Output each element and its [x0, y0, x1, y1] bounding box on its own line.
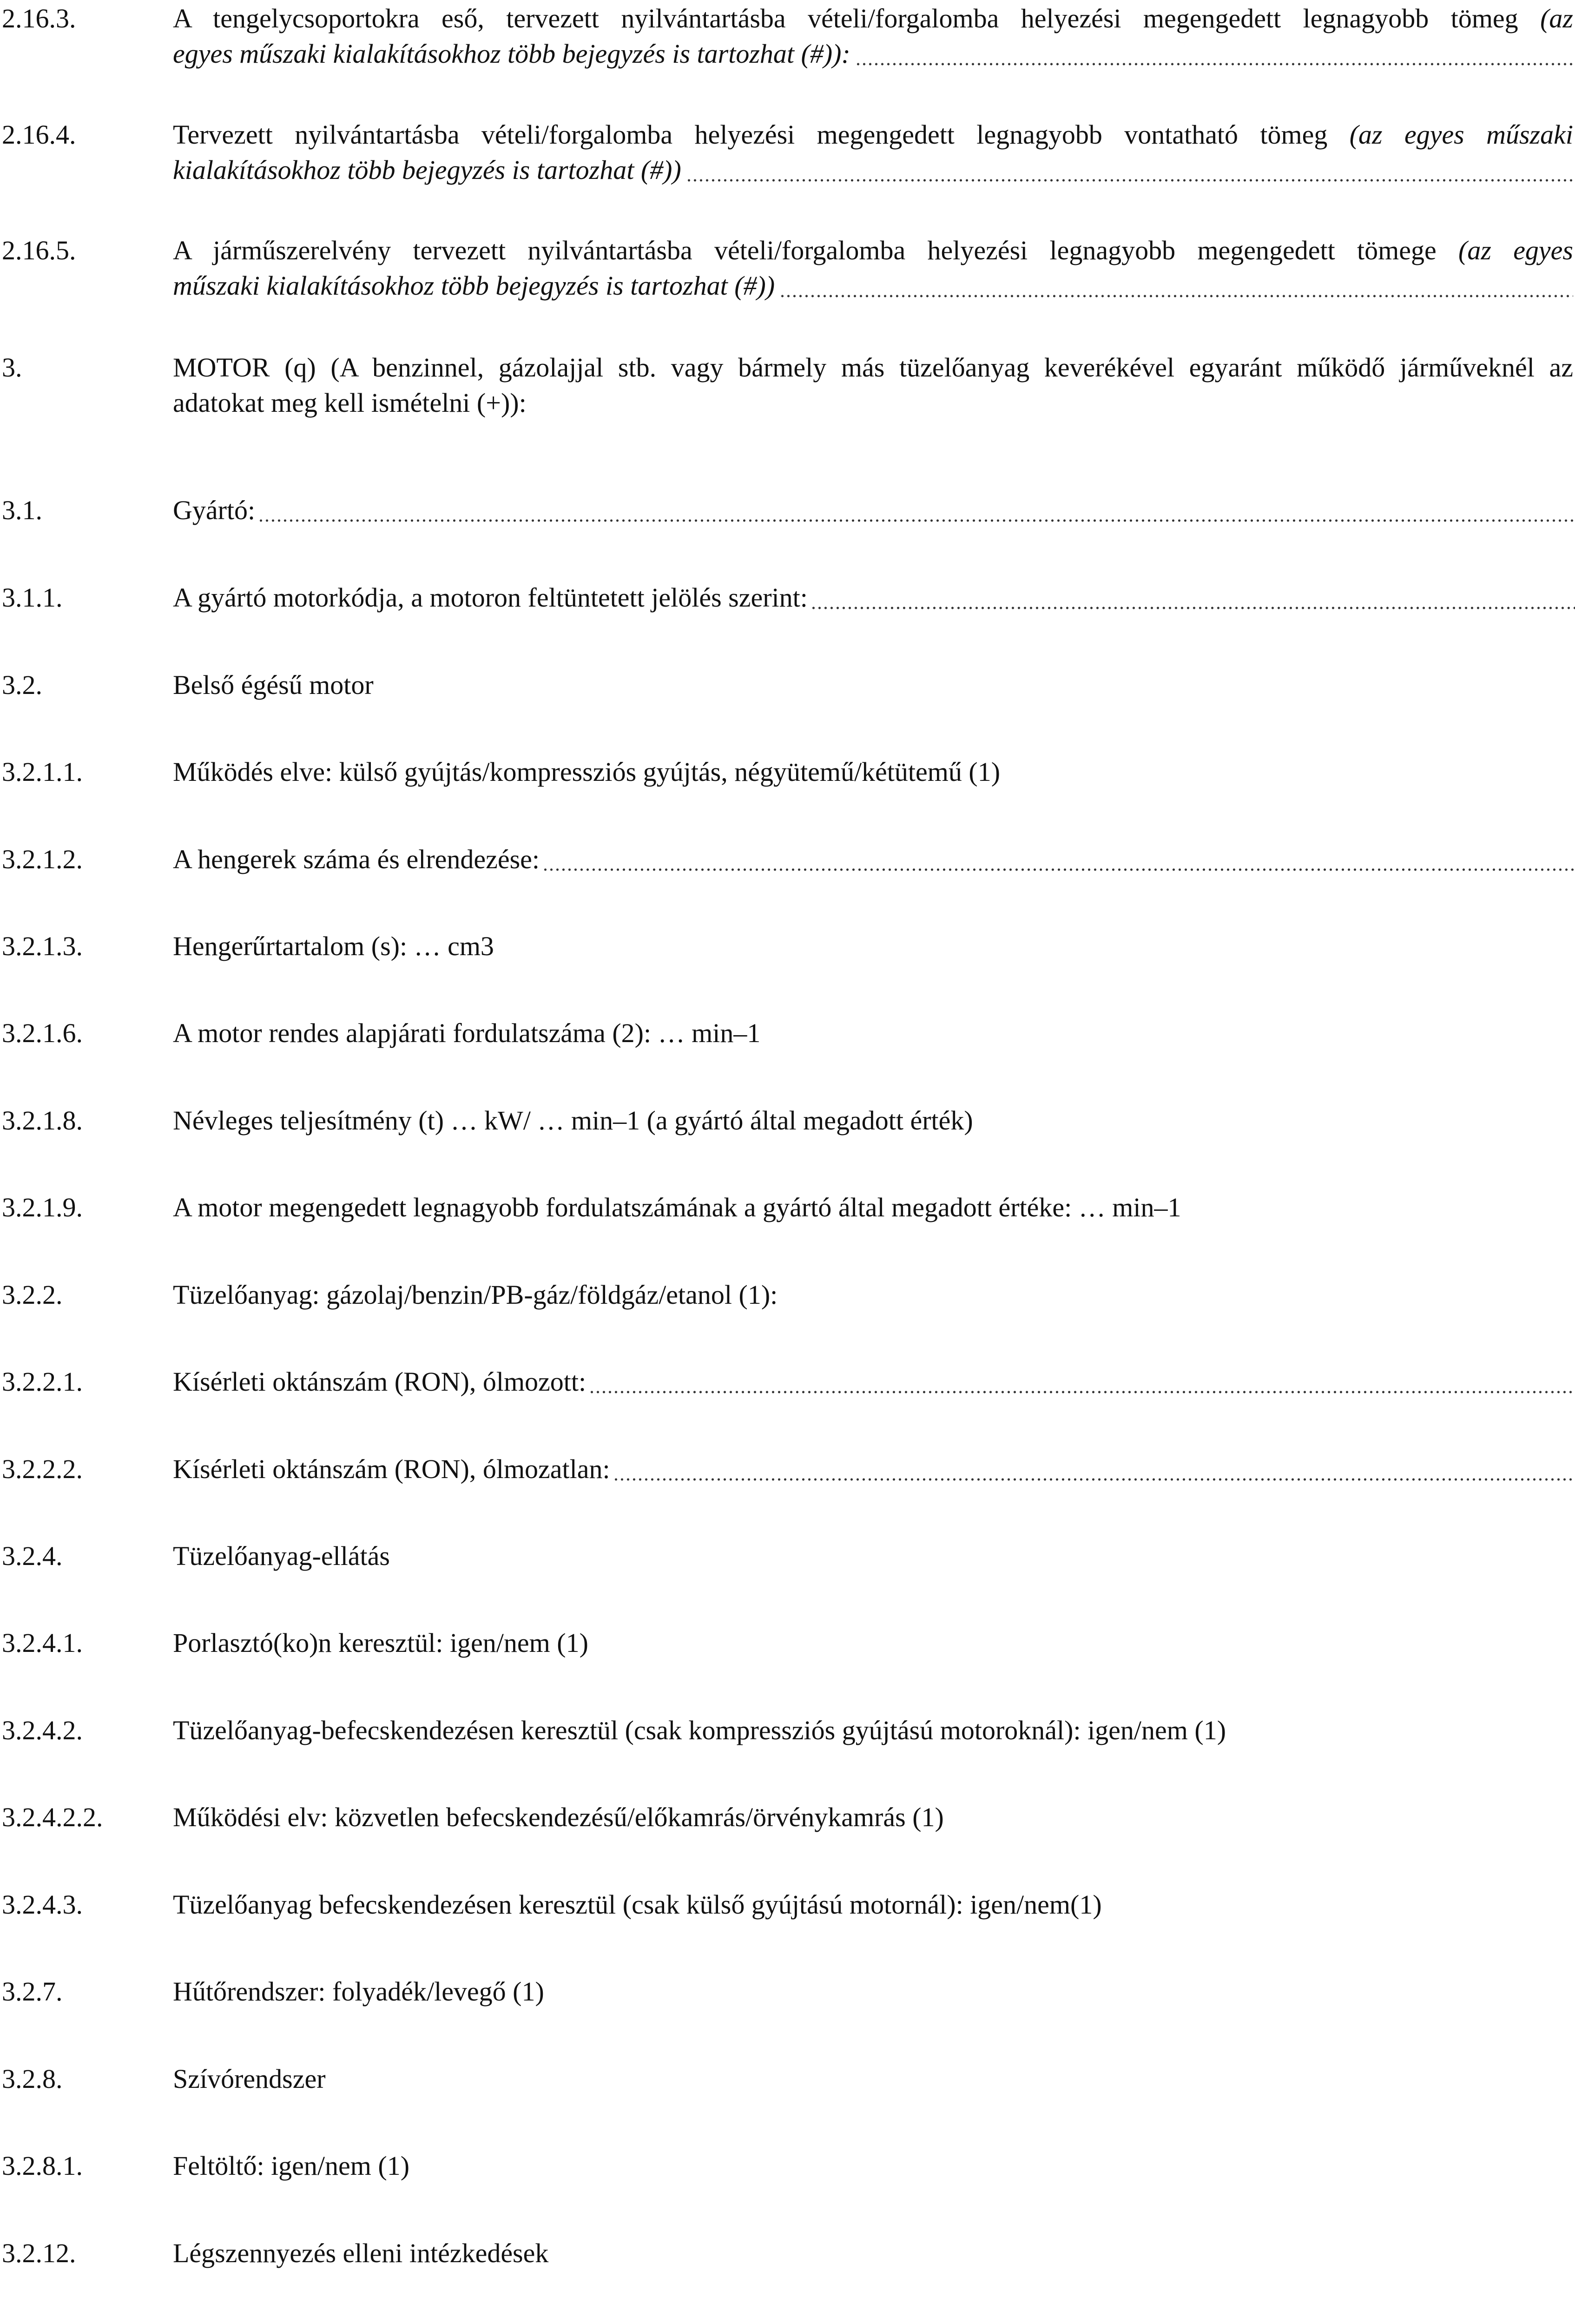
- item-label: Kísérleti oktánszám (RON), ólmozott:: [173, 1367, 587, 1397]
- item-text: Tüzelőanyag befecskendezésen keresztül (csak külső gyújtású motornál): igen/nem(1): [173, 1889, 1102, 1920]
- item-number: 3.: [2, 352, 22, 383]
- item-text: [173, 1452, 1575, 1487]
- item-text: Belső égésű motor: [173, 670, 374, 700]
- item-number: 3.2.1.8.: [2, 1105, 83, 1136]
- item-text-line1: MOTOR (q) (A benzinnel, gázolajjal stb. vagy bármely más tüzelőanyag keverékével egyaránt működő járműveknél az: [173, 352, 1573, 383]
- item-number: 3.2.4.2.2.: [2, 1802, 103, 1832]
- item-text: A motor rendes alapjárati fordulatszáma (2): … min–1: [173, 1018, 761, 1048]
- item-number: 3.2.1.9.: [2, 1192, 83, 1222]
- item-text: [173, 1, 1573, 72]
- dotted-leader: [258, 493, 1575, 528]
- dotted-leader: [779, 268, 1573, 304]
- item-label: Gyártó:: [173, 495, 256, 525]
- item-number: 3.2.2.: [2, 1280, 63, 1310]
- item-text: Tüzelőanyag-ellátás: [173, 1541, 390, 1571]
- item-text: [173, 350, 1573, 421]
- item-number: 3.2.1.1.: [2, 757, 83, 787]
- item-text: Légszennyezés elleni intézkedések: [173, 2238, 549, 2268]
- item-number: 3.2.8.: [2, 2064, 63, 2094]
- item-number: 3.2.4.: [2, 1541, 63, 1571]
- item-number: 3.2.4.1.: [2, 1628, 83, 1658]
- dotted-leader: [613, 1452, 1575, 1487]
- item-text: Tüzelőanyag-befecskendezésen keresztül (csak kompressziós gyújtású motoroknál): igen/nem (1): [173, 1715, 1226, 1745]
- item-number: 3.2.4.3.: [2, 1889, 83, 1920]
- item-number: 3.2.8.1.: [2, 2151, 83, 2181]
- item-note-line2: műszaki kialakításokhoz több bejegyzés is tartozhat (#)): [173, 271, 775, 301]
- item-note-line1: (az: [1540, 3, 1573, 33]
- item-note-line1: (az egyes műszaki: [1349, 119, 1573, 150]
- item-number: 3.1.1.: [2, 582, 63, 613]
- dotted-leader: [811, 580, 1575, 615]
- item-text-line1: Tervezett nyilvántartásba vételi/forgalomba helyezési megengedett legnagyobb vontatható tömeg: [173, 119, 1350, 150]
- item-text: Szívórendszer: [173, 2064, 326, 2094]
- item-number: 3.2.2.2.: [2, 1454, 83, 1484]
- item-text: [173, 493, 1575, 528]
- item-text: [173, 842, 1575, 877]
- item-text-line1: A járműszerelvény tervezett nyilvántartásba vételi/forgalomba helyezési legnagyobb megengedett tömege: [173, 235, 1459, 265]
- item-number: 3.2.1.3.: [2, 931, 83, 961]
- item-number: 3.2.2.1.: [2, 1367, 83, 1397]
- item-text: Névleges teljesítmény (t) … kW/ … min–1 (a gyártó által megadott érték): [173, 1105, 973, 1136]
- item-number: 3.2.1.6.: [2, 1018, 83, 1048]
- item-text: [173, 117, 1573, 188]
- item-text: [173, 1364, 1575, 1400]
- item-label: A gyártó motorkódja, a motoron feltüntetett jelölés szerint:: [173, 582, 808, 613]
- item-text: Feltöltő: igen/nem (1): [173, 2151, 410, 2181]
- item-label: A hengerek száma és elrendezése:: [173, 844, 540, 874]
- item-text-line2: adatokat meg kell ismételni (+)):: [173, 388, 527, 418]
- dotted-leader: [589, 1364, 1575, 1400]
- item-text: Működés elve: külső gyújtás/kompressziós gyújtás, négyütemű/kétütemű (1): [173, 757, 1001, 787]
- item-number: 3.2.12.: [2, 2238, 76, 2268]
- item-note-line2: kialakításokhoz több bejegyzés is tartozhat (#)): [173, 155, 681, 185]
- item-text: Hűtőrendszer: folyadék/levegő (1): [173, 1976, 544, 2007]
- item-text: [173, 233, 1573, 304]
- item-text: Porlasztó(ko)n keresztül: igen/nem (1): [173, 1628, 588, 1658]
- item-number: 3.2.7.: [2, 1976, 63, 2007]
- item-text: Működési elv: közvetlen befecskendezésű/előkamrás/örvénykamrás (1): [173, 1802, 944, 1832]
- item-number: 2.16.3.: [2, 3, 76, 33]
- item-text: Hengerűrtartalom (s): … cm3: [173, 931, 494, 961]
- item-number: 3.2.: [2, 670, 42, 700]
- dotted-leader: [542, 842, 1575, 877]
- item-number: 3.1.: [2, 495, 42, 525]
- item-number: 2.16.4.: [2, 119, 76, 150]
- item-note-line2: egyes műszaki kialakításokhoz több bejegyzés is tartozhat (#)):: [173, 39, 850, 69]
- dotted-leader: [686, 152, 1573, 188]
- item-label: Kísérleti oktánszám (RON), ólmozatlan:: [173, 1454, 610, 1484]
- item-number: 3.2.4.2.: [2, 1715, 83, 1745]
- item-text: A motor megengedett legnagyobb fordulatszámának a gyártó által megadott értéke: … min–1: [173, 1192, 1181, 1222]
- item-number: 2.16.5.: [2, 235, 76, 265]
- item-text: [173, 580, 1575, 615]
- item-text-line1: A tengelycsoportokra eső, tervezett nyilvántartásba vételi/forgalomba helyezési megengedett legnagyobb tömeg: [173, 3, 1541, 33]
- dotted-leader: [855, 36, 1573, 72]
- item-text: Tüzelőanyag: gázolaj/benzin/PB-gáz/földgáz/etanol (1):: [173, 1280, 778, 1310]
- item-number: 3.2.1.2.: [2, 844, 83, 874]
- item-note-line1: (az egyes: [1458, 235, 1573, 265]
